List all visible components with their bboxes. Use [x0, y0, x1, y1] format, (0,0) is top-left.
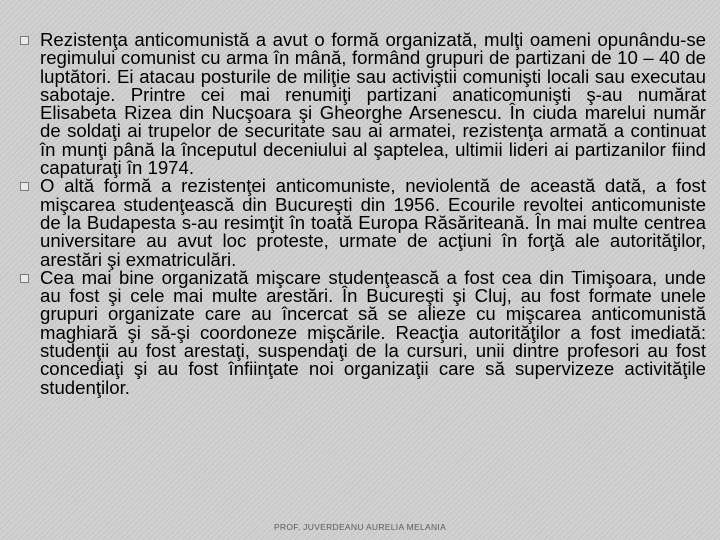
square-bullet-icon	[20, 182, 29, 191]
bullet-item	[20, 31, 706, 177]
bullet-item	[20, 266, 706, 398]
bullet-text: O altă formă a rezistenţei anticomuniste, neviolentă de această dată, a fost mişcarea studenţească din Bucureşti din 1956. Ecourile revoltei anticomuniste de la Budapesta s-au resimţit în toată Europa Răsăriteană. În mai multe centrea universitare au avut loc proteste, urmate de acţiuni în forţă ale autorităţilor, arestări şi exmatriculări.	[40, 175, 706, 270]
slide-footer: PROF. JUVERDEANU AURELIA MELANIA	[273, 522, 447, 532]
bullet-list	[20, 31, 706, 397]
bullet-item	[20, 177, 706, 268]
square-bullet-icon	[20, 274, 29, 283]
bullet-text: Cea mai bine organizată mişcare studenţească a fost cea din Timişoara, unde au fost şi cele mai multe arestări. În Bucureşti şi Cluj, au fost formate unele grupuri organizate care au încercat să se alieze cu mişcarea anticomunistă maghiară şi să-şi coordoneze mişcările. Reacţia autorităţilor a fost imediată: studenţii au fost arestaţi, suspendaţi de la cursuri, unii dintre profesori au fost concediaţi şi au fost înfiinţate noi organizaţii care să supervizeze activităţile studenţilor.	[40, 266, 706, 398]
bullet-text: Rezistenţa anticomunistă a avut o formă organizată, mulţi oameni opunându-se regimului comunist cu arma în mână, formând grupuri de partizani de 10 – 40 de luptători. Ei atacau posturile de miliţie sau activiştii comunişti locali sau executau sabotaje. Printre cei mai renumiţi partizani anaticomunişti ş-au numărat Elisabeta Rizea din Nucşoara şi Gheorghe Arsenescu. În ciuda marelui număr de soldaţi ai trupelor de securitate sau ai armatei, rezistenţa armată a continuat în munţi până la începutul deceniului al şaptelea, ultimii lideri ai partizanilor fiind capaturaţi în 1974.	[40, 29, 706, 179]
square-bullet-icon	[20, 36, 29, 45]
